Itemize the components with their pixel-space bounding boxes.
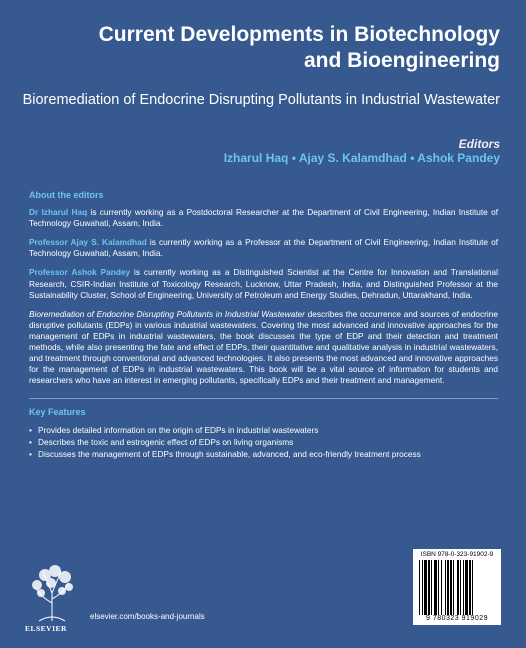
bio-name: Dr Izharul Haq: [29, 207, 88, 218]
editor-name: Ashok Pandey: [417, 151, 500, 165]
editor-bio: [29, 237, 498, 259]
bio-text: is currently working as a Distinguished Scientist at the Centre for Innovation and Translational Research, CSIR-Indian Institute of Toxicology Research, Lucknow, Uttar Pradesh, India, and Distinguished Professor at the Sustainability Cluster, School of Engineering, University of Petroleum and Energy Studies, Dehradun, Uttarakhand, India.: [29, 267, 498, 300]
publisher-url: elsevier.com/books-and-journals: [90, 612, 205, 621]
publisher-name: ELSEVIER: [25, 624, 67, 633]
editor-bio: [29, 207, 498, 229]
editors-names: [224, 151, 500, 165]
about-editors-heading: About the editors: [29, 190, 104, 200]
isbn-label: ISBN 978-0-323-91902-9: [420, 551, 494, 558]
key-feature-item: • Provides detailed information on the origin of EDPs in industrial wastewaters: [29, 425, 498, 436]
book-description: [29, 309, 498, 387]
key-feature-item: • Describes the toxic and estrogenic effect of EDPs on living organisms: [29, 437, 498, 448]
book-subtitle: Bioremediation of Endocrine Disrupting Pollutants in Industrial Wastewater: [22, 92, 500, 108]
barcode-icon: [419, 560, 495, 615]
isbn-digits: 9 780323 919029: [426, 615, 488, 622]
elsevier-tree-logo: [29, 563, 75, 623]
bio-text: is currently working as a Postdoctoral Researcher at the Department of Civil Engineering, Indian Institute of Technology Guwahati, Assam, India.: [29, 207, 498, 229]
description-book-title: Bioremediation of Endocrine Disrupting Pollutants in Industrial Wastewater: [29, 308, 305, 319]
key-features-list: [29, 425, 498, 460]
key-features-heading: Key Features: [29, 407, 86, 418]
series-title: Current Developments in Biotechnology and Bioengineering: [98, 23, 500, 72]
editor-name: Izharul Haq: [223, 151, 289, 165]
bio-text: is currently working as a Professor at the Department of Civil Engineering, Indian Institute of Technology Guwahati, Assam, India.: [29, 237, 498, 259]
editor-name: Ajay S. Kalamdhad: [298, 151, 407, 165]
bio-name: Professor Ashok Pandey: [29, 267, 131, 278]
isbn-barcode: [413, 549, 501, 625]
description-text: describes the occurrence and sources of endocrine disruptive pollutants (EDPs) in various industrial wastewaters. Covering the most advanced and innovative approaches for the management of EDPs in industrial wastewaters, the book discusses the type of EDP and their detection and treatment methods, while also presenting the fate and effect of EDPs, their quantitative and qualitative analysis in industrial wastewaters, and treatment through conventional and advanced technologies. It also presents the most advanced and innovative approaches for the management of EDPs in industrial wastewaters. This book will be a vital source of information for students and researchers who have an interest in emerging pollutants, specifically EDPs and their treatment and management.: [29, 308, 498, 386]
section-divider: [29, 398, 498, 399]
bio-name: Professor Ajay S. Kalamdhad: [29, 237, 147, 248]
key-feature-item: • Discusses the management of EDPs through sustainable, advanced, and eco-friendly treatment process: [29, 449, 498, 460]
back-cover-text: [29, 190, 498, 461]
editor-separator: •: [291, 151, 296, 165]
editor-separator: •: [410, 151, 415, 165]
editor-bio: [29, 267, 498, 300]
editors-label: Editors: [458, 137, 500, 151]
